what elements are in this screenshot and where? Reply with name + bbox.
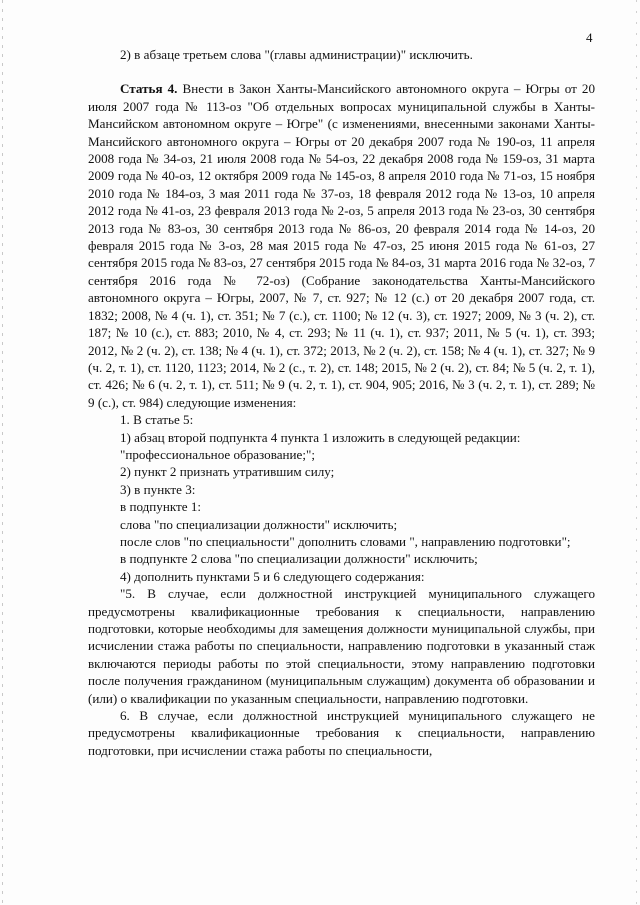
paragraph-1: 2) в абзаце третьем слова "(главы администрации)" исключить. [120, 47, 473, 62]
item-1-subitem-3: 3) в пункте 3: [120, 481, 196, 497]
item-1-subitem-3-sub-1: в подпункте 1: [120, 499, 202, 515]
quoted-point-5: "5. В случае, если должностной инструкцией муниципального служащего предусмотрены квалификационные требования к специальности, направлению подготовки, которые необходимы для замещения должности муниципальной службы, при исчислении стажа работы по специальности, направлению подготовки в указанный стаж включаются периоды работы по этой специальности, этому направлению подготовки после получения гражданином (муниципальным служащим) документа об образовании и (или) о квалификации по указанным специальности, направлению подготовки. [88, 586, 595, 706]
item-1-subitem-4: 4) дополнить пунктами 5 и 6 следующего содержания: [120, 568, 425, 584]
scan-edge-right [636, 0, 637, 905]
item-1-subitem-1: 1) абзац второй подпункта 4 пункта 1 изложить в следующей редакции: [120, 429, 521, 445]
document-body [88, 46, 595, 759]
item-1: 1. В статье 5: [120, 412, 194, 428]
item-1-subitem-3-sub-2: в подпункте 2 слова "по специализации должности" исключить; [120, 551, 478, 567]
page-number: 4 [586, 30, 593, 45]
article-4 [88, 80, 595, 411]
item-1-subitem-2: 2) пункт 2 признать утратившим силу; [120, 464, 335, 480]
item-1-subitem-3-sub-1-b: после слов "по специальности" дополнить словами ", направлению подготовки"; [120, 533, 571, 549]
article-4-body: Внести в Закон Ханты-Мансийского автономного округа – Югры от 20 июля 2007 года № 113-оз "Об отдельных вопросах муниципальной службы в Ханты-Мансийском автономном округе – Югре" (с изменениями, внесенными законами Ханты-Мансийского автономного округа – Югры от 20 декабря 2007 года № 190-оз, 11 апреля 2008 года № 34-оз, 21 июля 2008 года № 54-оз, 22 декабря 2008 года № 159-оз, 31 марта 2009 года № 40-оз, 12 октября 2009 года № 145-оз, 8 апреля 2010 года № 71-оз, 15 ноября 2010 года № 184-оз, 3 мая 2011 года № 37-оз, 18 февраля 2012 года № 13-оз, 10 апреля 2012 года № 41-оз, 23 февраля 2013 года № 2-оз, 5 апреля 2013 года № 23-оз, 30 сентября 2013 года № 83-оз, 30 сентября 2013 года № 86-оз, 20 февраля 2014 года № 14-оз, 20 февраля 2015 года № 3-оз, 28 мая 2015 года № 47-оз, 25 июня 2015 года № 61-оз, 27 сентября 2015 года № 83-оз, 27 сентября 2015 года № 84-оз, 31 марта 2016 года № 32-оз, 7 сентября 2016 года № 72-оз) (Собрание законодательства Ханты-Мансийского автономного округа – Югры, 2007, № 7, ст. 927; № 12 (с.) от 20 декабря 2007 года, ст. 1832; 2008, № 4 (ч. 1), ст. 351; № 7 (с.), ст. 1100; № 12 (ч. 3), ст. 1927; 2009, № 3 (ч. 2), ст. 187; № 10 (с.), ст. 883; 2010, № 4, ст. 293; № 11 (ч. 1), ст. 937; 2011, № 5 (ч. 1), ст. 393; 2012, № 2 (ч. 2), ст. 138; № 4 (ч. 1), ст. 372; 2013, № 2 (ч. 2), ст. 158; № 4 (ч. 1), ст. 327; № 9 (ч. 2, т. 1), ст. 1120, 1123; 2014, № 2 (с., т. 2), ст. 148; 2015, № 2 (ч. 2), ст. 84; № 5 (ч. 2, т. 1), ст. 426; № 6 (ч. 2, т. 1), ст. 511; № 9 (ч. 2, т. 1), ст. 904, 905; 2016, № 3 (ч. 2, т. 1), ст. 289; № 9 (с.), ст. 984) следующие изменения: [88, 81, 596, 410]
article-4-title: Статья 4. [120, 81, 178, 97]
scan-edge-left [2, 0, 3, 905]
item-1-subitem-3-sub-1-a: слова "по специализации должности" исключить; [120, 516, 398, 532]
item-1-subitem-1-text: "профессиональное образование;"; [120, 446, 315, 462]
quoted-point-6: 6. В случае, если должностной инструкцией муниципального служащего не предусмотрены квалификационные требования к специальности, направлению подготовки, при исчислении стажа работы по специальности, [88, 708, 595, 758]
